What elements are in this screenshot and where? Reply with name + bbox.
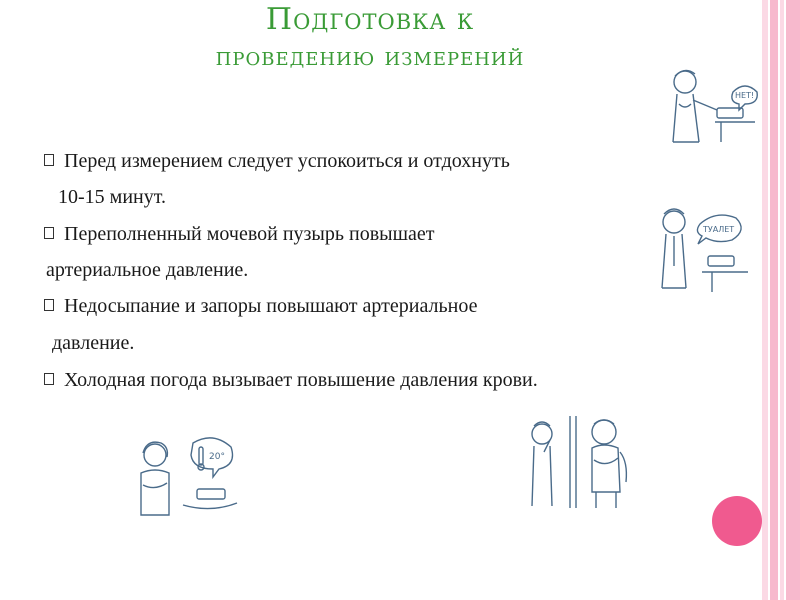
no-bubble-text: НЕТ! <box>735 91 755 100</box>
bullet-text: Перед измерением следует успокоиться и отдохнуть <box>64 150 510 172</box>
accent-circle <box>712 496 762 546</box>
bullet-text: Переполненный мочевой пузырь повышает <box>64 223 435 245</box>
bullet-item-4 <box>44 369 538 392</box>
toilet-bubble-text: ТУАЛЕТ <box>703 225 735 234</box>
illustration-cold-weather <box>133 433 243 523</box>
bullet-continuation-2: артериальное давление. <box>46 259 249 281</box>
bullet-marker-icon <box>44 299 54 311</box>
slide-title-line-2: проведению измерений <box>215 42 525 72</box>
temperature-bubble-text: 20° <box>209 452 225 462</box>
right-border-light-2 <box>780 0 784 600</box>
illustration-no-coffee <box>655 62 765 147</box>
bullet-continuation-3: давление. <box>52 332 135 354</box>
bullet-text: Холодная погода вызывает повышение давления крови. <box>64 369 538 391</box>
bullet-item-2 <box>44 223 434 246</box>
bullet-marker-icon <box>44 373 54 385</box>
bullet-marker-icon <box>44 154 54 166</box>
bullet-marker-icon <box>44 227 54 239</box>
bullet-continuation-1: 10-15 минут. <box>58 186 166 208</box>
illustration-toilet <box>652 200 762 295</box>
illustration-two-men <box>520 412 635 512</box>
right-border-dark-2 <box>786 0 800 600</box>
bullet-item-3 <box>44 295 477 318</box>
slide-title-line-1: Подготовка к <box>265 2 475 37</box>
bullet-text: Недосыпание и запоры повышают артериальное <box>64 295 478 317</box>
bullet-item-1 <box>44 150 510 173</box>
right-border-dark <box>770 0 778 600</box>
